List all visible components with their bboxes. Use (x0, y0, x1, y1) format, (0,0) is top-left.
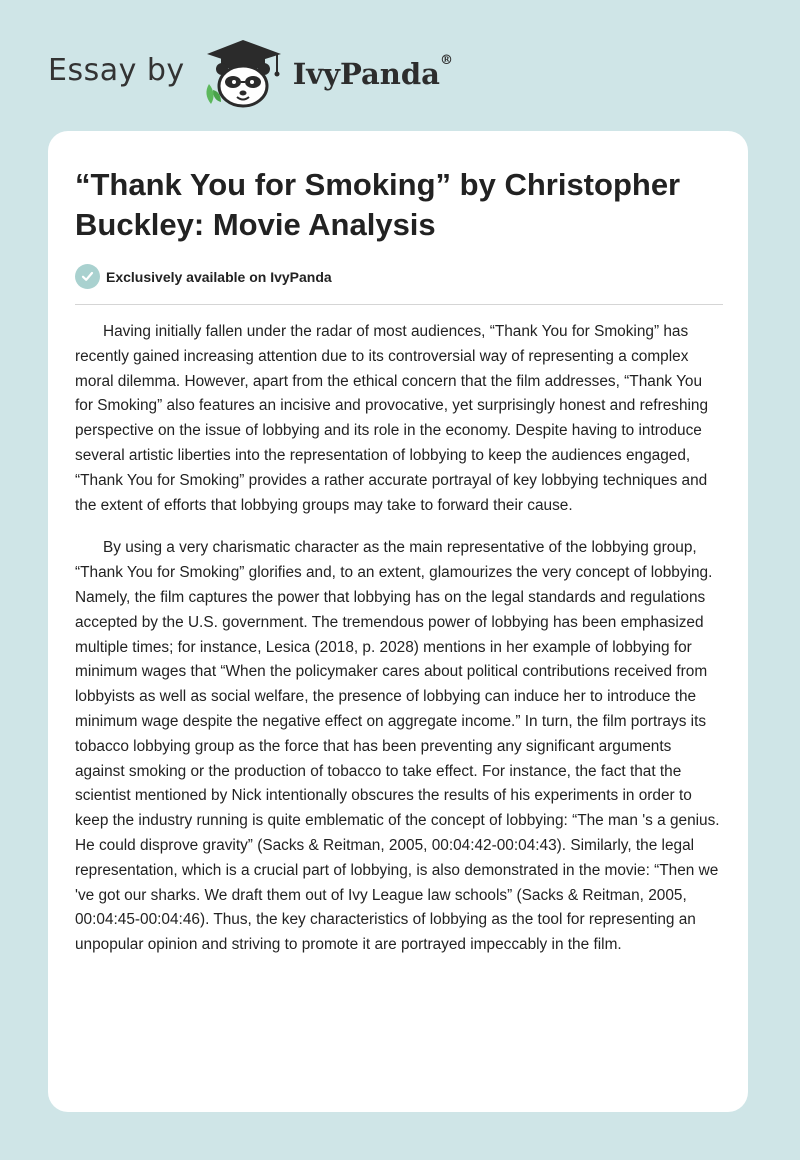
essay-by-label: Essay by (48, 52, 185, 88)
paragraph: Having initially fallen under the radar of most audiences, “Thank You for Smoking” has recently gained increasing attention due to its controversial way of representing a complex moral dilemma. However, apart from the ethical concern that the film addresses, “Thank You for Smoking” also features an incisive and provocative, yet surprisingly honest and refreshing perspective on the issue of lobbying and its role in the economy. Despite having to introduce several artistic liberties into the representation of lobbying to keep the audiences engaged, “Thank You for Smoking” provides a rather accurate portrayal of key lobbying techniques and the extent of efforts that lobbying groups may take to forward their cause. (75, 323, 709, 514)
registered-mark: ® (439, 53, 453, 68)
divider (75, 304, 723, 305)
site-header (48, 36, 453, 108)
panda-logo-icon[interactable] (199, 36, 287, 108)
exclusive-badge (75, 264, 332, 289)
essay-card (48, 131, 748, 1112)
check-icon (75, 264, 100, 289)
essay-body (75, 320, 723, 976)
brand-name[interactable]: IvyPanda® (292, 53, 453, 91)
page-title: “Thank You for Smoking” by Christopher Buckley: Movie Analysis (75, 167, 681, 242)
paragraph: By using a very charismatic character as the main representative of the lobbying group, “Thank You for Smoking” glorifies and, to an extent, glamourizes the very concept of lobbying. Namely, the film captures the power that lobbying has on the legal standards and regulations accepted by the U.S. government. The tremendous power of lobbying has been emphasized multiple times; for instance, Lesica (2018, p. 2028) mentions in her example of lobbying for minimum wages that “When the policymaker cares about political contributions received from lobbyists as well as social welfare, the presence of lobbying can induce her to introduce the minimum wage despite the negative effect on aggregate income.” In turn, the film portrays its tobacco lobbying group as the force that has been preventing any significant arguments against smoking or the production of tobacco to take effect. For instance, the fact that the scientist mentioned by Nick intentionally obscures the results of his experiments in order to keep the industry running is quite emblematic of the concept of lobbying: “The man 's a genius. He could disprove gravity” (Sacks & Reitman, 2005, 00:04:42-00:04:43). Similarly, the legal representation, which is a crucial part of lobbying, is also demonstrated in the movie: “Then we 've got our sharks. We draft them out of Ivy League law schools” (Sacks & Reitman, 2005, 00:04:45-00:04:46). Thus, the key characteristics of lobbying as the tool for representing an unpopular opinion and striving to promote it are portrayed impeccably in the film. (75, 539, 720, 954)
exclusive-label: Exclusively available on IvyPanda (106, 268, 332, 285)
